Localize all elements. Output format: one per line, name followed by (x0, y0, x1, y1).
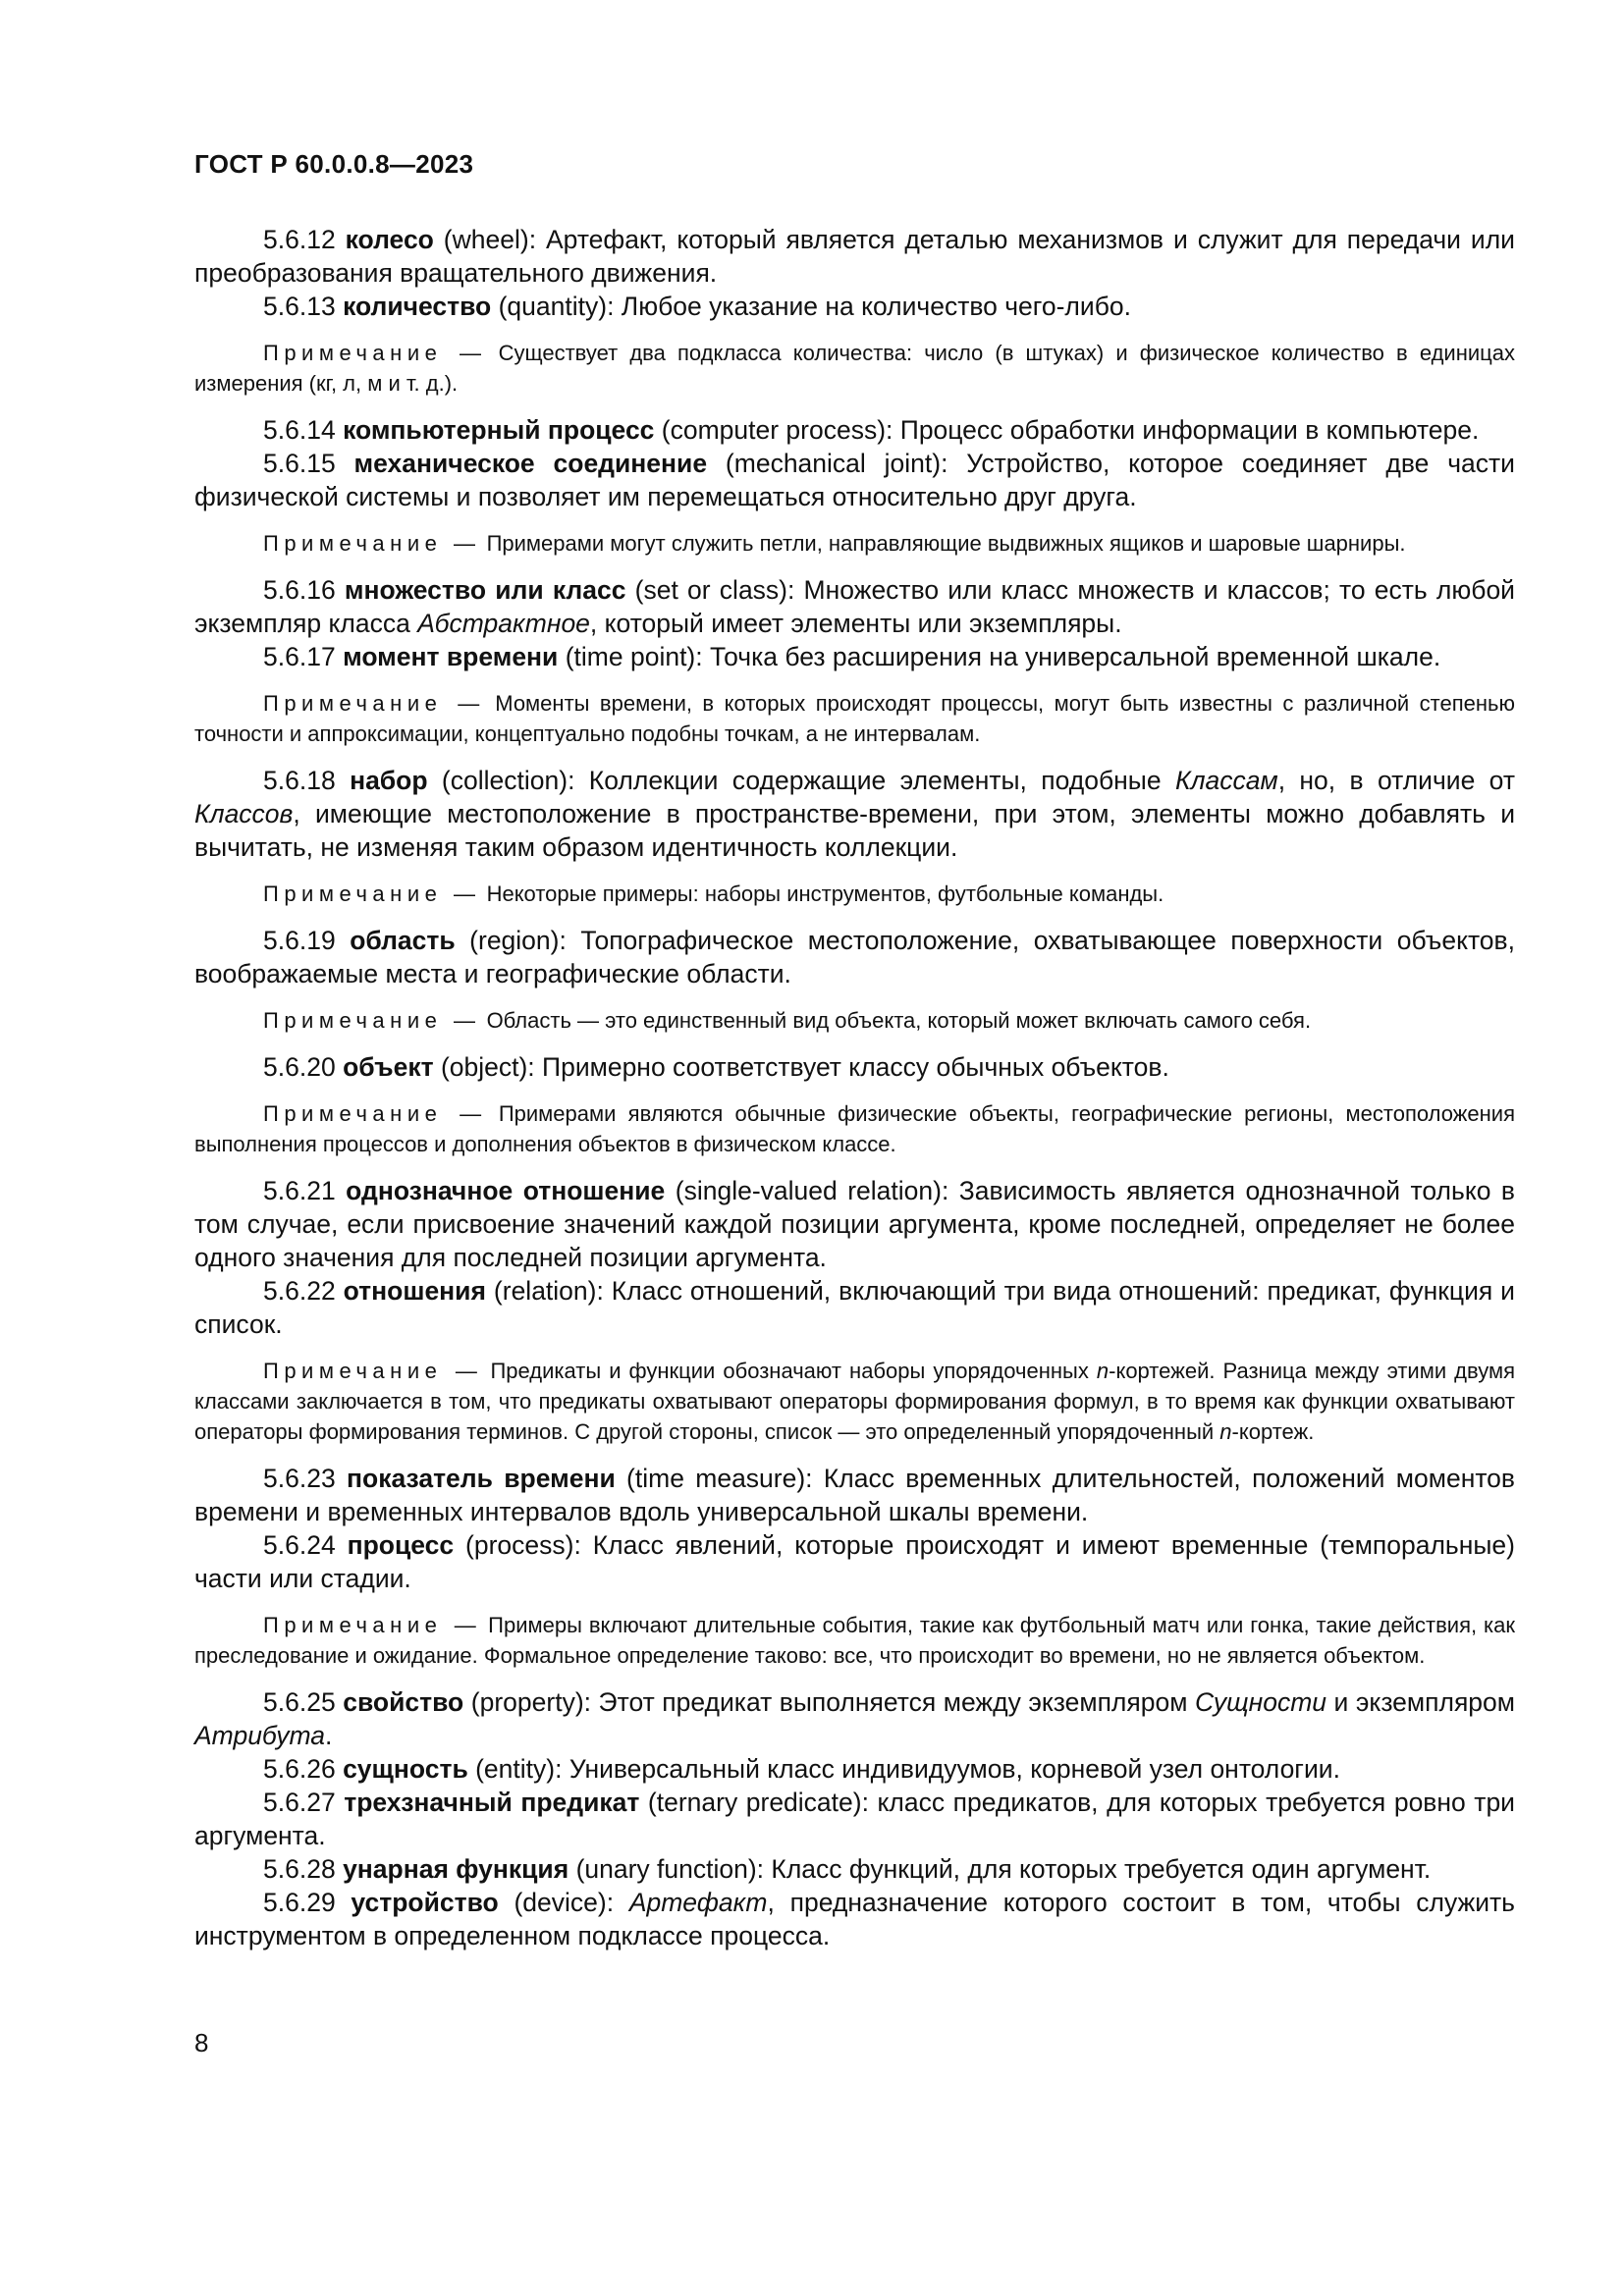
definition-text: (unary function): Класс функций, для которых требуется один аргумент. (568, 1854, 1432, 1884)
definition-text: (time point): Точка без расширения на универсальной временной шкале. (558, 642, 1441, 671)
note-paragraph (194, 1005, 1515, 1036)
definition-text: (process): Класс явлений, которые происходят и имеют временные (темпоральные) части или стадии. (194, 1530, 1515, 1593)
clause-number: 5.6.29 (263, 1888, 336, 1917)
clause-number: 5.6.19 (263, 926, 336, 955)
note-label: Примечание — (263, 881, 481, 906)
definition-paragraph (194, 640, 1515, 673)
note-text: Область — это единственный вид объекта, который может включать самого себя. (480, 1008, 1312, 1033)
note-text: Примерами являются обычные физические объекты, географические регионы, местоположения выполнения процессов и дополнения объектов в физическом классе. (194, 1101, 1515, 1156)
note-paragraph (194, 879, 1515, 909)
document-code-header: ГОСТ Р 60.0.0.8—2023 (194, 149, 474, 179)
definition-text: (property): Этот предикат выполняется между экземпляром Сущности и экземпляром Атрибута. (194, 1687, 1515, 1750)
definition-text: (set or class): Множество или класс множеств и классов; то есть любой экземпляр класса Абстрактное, который имеет элементы или экземпляры. (194, 575, 1515, 638)
definition-text: (mechanical joint): Устройство, которое соединяет две части физической системы и позволяет им перемещаться относительно друг друга. (194, 449, 1515, 511)
term: процесс (347, 1530, 455, 1560)
clause-number: 5.6.24 (263, 1530, 336, 1560)
clause-number: 5.6.14 (263, 415, 336, 445)
definition-paragraph (194, 1050, 1515, 1084)
definition-paragraph (194, 573, 1515, 640)
note-text: Примеры включают длительные события, такие как футбольный матч или гонка, такие действия, как преследование и ожидание. Формальное определение таково: все, что происходит во времени, но не является объектом. (194, 1613, 1516, 1668)
clause-number: 5.6.17 (263, 642, 336, 671)
term: свойство (343, 1687, 464, 1717)
note-paragraph (194, 1610, 1515, 1671)
definition-paragraph (194, 1752, 1515, 1786)
definition-paragraph (194, 1174, 1515, 1274)
term: унарная функция (343, 1854, 569, 1884)
note-paragraph (194, 528, 1515, 559)
note-label: Примечание — (263, 341, 487, 365)
definition-text: (single-valued relation): Зависимость является однозначной только в том случае, если присвоение значений каждой позиции аргумента, кроме последней, определяет не более одного значения для последней позиции аргумента. (194, 1176, 1515, 1272)
term: сущность (343, 1754, 468, 1784)
clause-number: 5.6.28 (263, 1854, 336, 1884)
definition-paragraph (194, 1462, 1515, 1528)
term: компьютерный процесс (343, 415, 655, 445)
term: количество (343, 292, 492, 321)
definition-paragraph (194, 924, 1515, 990)
note-text: Некоторые примеры: наборы инструментов, футбольные команды. (480, 881, 1164, 906)
term: колесо (345, 225, 434, 254)
term: однозначное отношение (346, 1176, 666, 1205)
note-label: Примечание — (263, 1359, 483, 1383)
definition-paragraph (194, 290, 1515, 323)
definition-text: (device): Артефакт, предназначение которого состоит в том, чтобы служить инструментом в определенном подклассе процесса. (194, 1888, 1515, 1950)
clause-number: 5.6.20 (263, 1052, 336, 1082)
clause-number: 5.6.27 (263, 1788, 336, 1817)
note-paragraph (194, 1098, 1515, 1159)
note-paragraph (194, 688, 1515, 749)
definition-paragraph (194, 223, 1515, 290)
clause-number: 5.6.12 (263, 225, 336, 254)
definition-paragraph (194, 1685, 1515, 1752)
definition-text: (relation): Класс отношений, включающий три вида отношений: предикат, функция и список. (194, 1276, 1515, 1339)
clause-number: 5.6.26 (263, 1754, 336, 1784)
definition-text: (entity): Универсальный класс индивидуумов, корневой узел онтологии. (467, 1754, 1340, 1784)
term: объект (343, 1052, 434, 1082)
note-paragraph (194, 338, 1515, 399)
clause-number: 5.6.16 (263, 575, 336, 605)
term: область (350, 926, 456, 955)
note-paragraph (194, 1356, 1515, 1447)
clause-number: 5.6.22 (263, 1276, 336, 1306)
definition-text: (computer process): Процесс обработки информации в компьютере. (654, 415, 1480, 445)
definition-text: (collection): Коллекции содержащие элементы, подобные Классам, но, в отличие от Классов, имеющие местоположение в пространстве-времени, при этом, элементы можно добавлять и вычитать, не изменяя таким образом идентичность коллекции. (194, 766, 1515, 862)
term: отношения (343, 1276, 486, 1306)
clause-number: 5.6.25 (263, 1687, 336, 1717)
term: момент времени (343, 642, 559, 671)
definition-text: (time measure): Класс временных длительностей, положений моментов времени и временных интервалов вдоль универсальной шкалы времени. (194, 1464, 1515, 1526)
note-text: Моменты времени, в которых происходят процессы, могут быть известны с различной степенью точности и аппроксимации, концептуально подобны точкам, а не интервалам. (194, 691, 1515, 746)
term: трехзначный предикат (344, 1788, 640, 1817)
definition-paragraph (194, 1786, 1515, 1852)
definition-paragraph (194, 413, 1515, 447)
clause-number: 5.6.18 (263, 766, 336, 795)
definition-paragraph (194, 764, 1515, 864)
term: устройство (351, 1888, 499, 1917)
note-label: Примечание — (263, 1613, 482, 1637)
definition-text: (ternary predicate): класс предикатов, для которых требуется ровно три аргумента. (194, 1788, 1515, 1850)
clause-number: 5.6.13 (263, 292, 336, 321)
definition-text: (quantity): Любое указание на количество чего-либо. (491, 292, 1131, 321)
definition-paragraph (194, 1274, 1515, 1341)
definition-text: (region): Топографическое местоположение, охватывающее поверхности объектов, воображаемые места и географические области. (194, 926, 1515, 988)
clause-number: 5.6.21 (263, 1176, 336, 1205)
term: набор (350, 766, 428, 795)
note-label: Примечание — (263, 1101, 487, 1126)
note-label: Примечание — (263, 1008, 481, 1033)
note-label: Примечание — (263, 691, 485, 716)
definition-paragraph (194, 1528, 1515, 1595)
note-label: Примечание — (263, 531, 481, 556)
clause-number: 5.6.23 (263, 1464, 336, 1493)
definition-text: (wheel): Артефакт, который является деталью механизмов и служит для передачи или преобразования вращательного движения. (194, 225, 1515, 288)
definition-paragraph (194, 447, 1515, 513)
page-number: 8 (194, 2028, 209, 2057)
document-body (194, 223, 1515, 1952)
clause-number: 5.6.15 (263, 449, 336, 478)
term: механическое соединение (353, 449, 708, 478)
note-text: Предикаты и функции обозначают наборы упорядоченных n-кортежей. Разница между этими двумя классами заключается в том, что предикаты охватывают операторы формирования формул, в то время как функции охватывают операторы формирования терминов. С другой стороны, список — это определенный упорядоченный n-кортеж. (194, 1359, 1516, 1444)
term: множество или класс (344, 575, 626, 605)
note-text: Существует два подкласса количества: число (в штуках) и физическое количество в единицах измерения (кг, л, м и т. д.). (194, 341, 1515, 396)
note-text: Примерами могут служить петли, направляющие выдвижных ящиков и шаровые шарниры. (480, 531, 1406, 556)
definition-paragraph (194, 1852, 1515, 1886)
term: показатель времени (347, 1464, 616, 1493)
definition-paragraph (194, 1886, 1515, 1952)
definition-text: (object): Примерно соответствует классу обычных объектов. (433, 1052, 1169, 1082)
